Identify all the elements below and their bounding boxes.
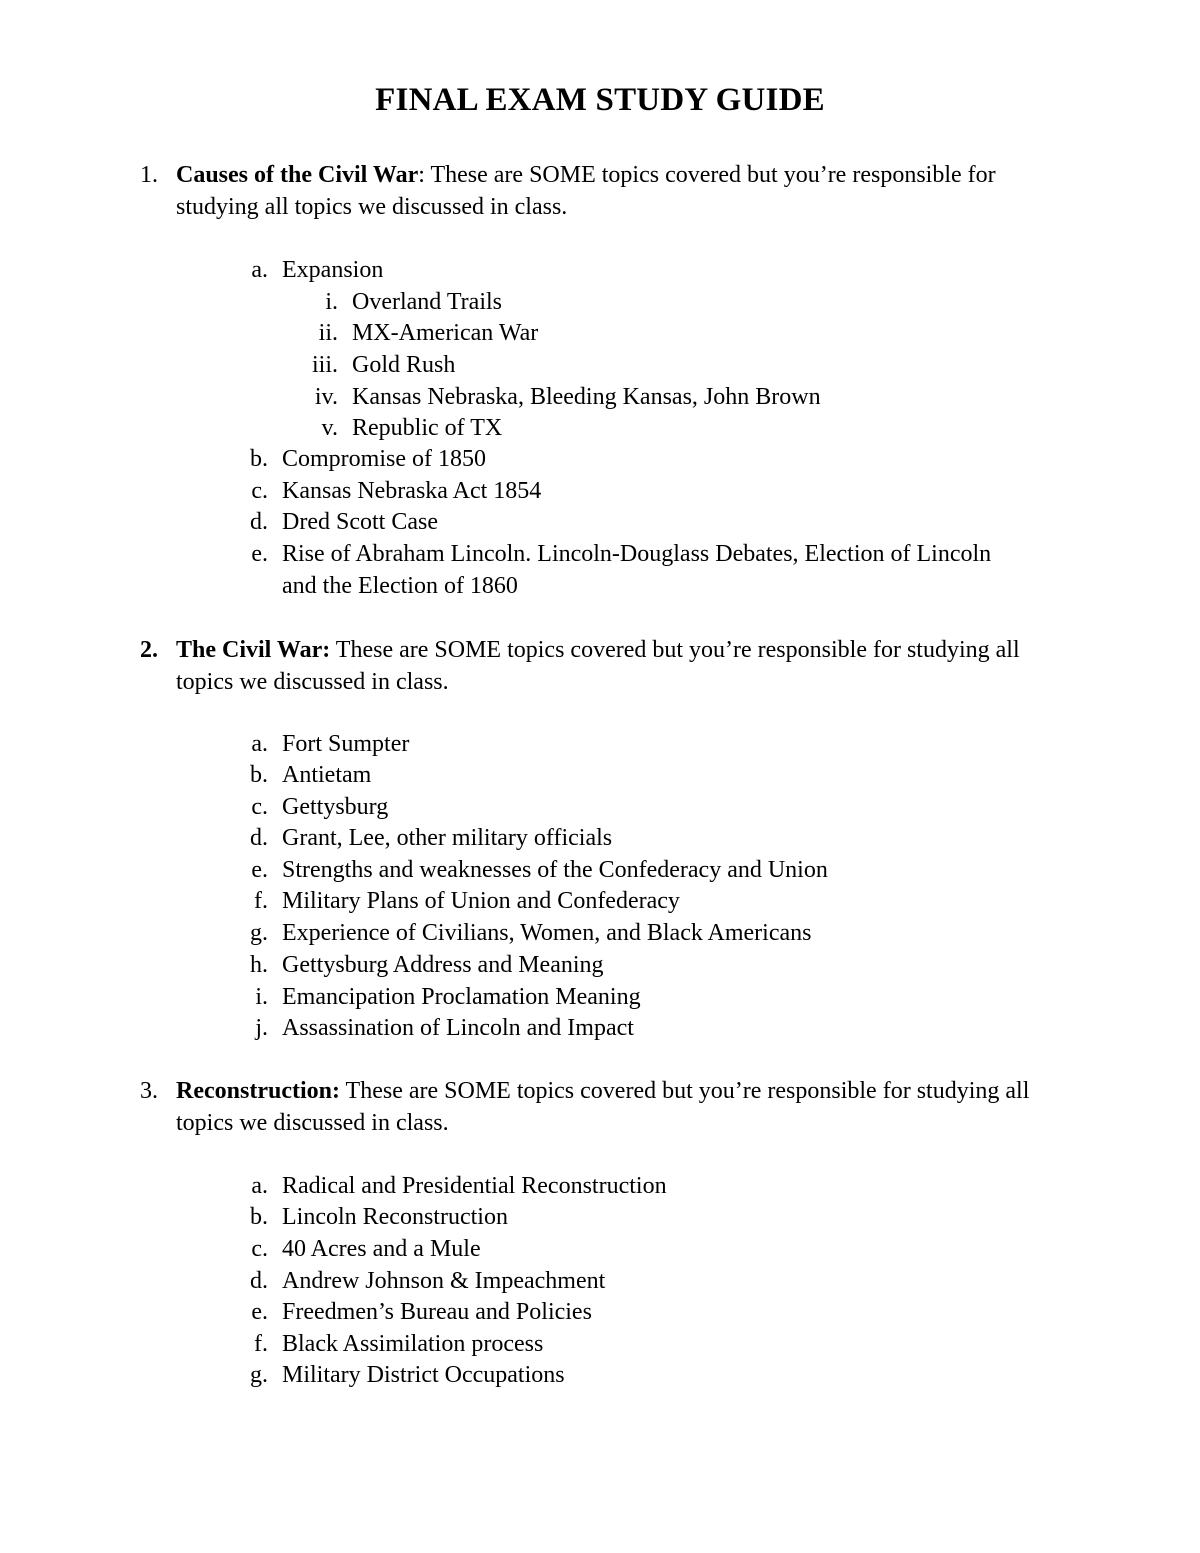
list-marker: g. <box>250 920 268 946</box>
list-item-text: Gettysburg Address and Meaning <box>282 952 604 978</box>
sub-list-marker: ii. <box>318 320 338 346</box>
list-item-text: Fort Sumpter <box>282 731 410 757</box>
list-item-text: Radical and Presidential Reconstruction <box>282 1173 667 1199</box>
section-heading: Reconstruction: <box>176 1078 340 1104</box>
list-item-text: Freedmen’s Bureau and Policies <box>282 1299 592 1325</box>
sub-list-item-text: MX-American War <box>352 320 539 346</box>
section-number: 3. <box>140 1078 158 1104</box>
sub-list-marker: iv. <box>314 384 338 410</box>
list-marker: c. <box>251 1236 268 1262</box>
list-marker: d. <box>250 825 268 851</box>
list-item-text: Black Assimilation process <box>282 1331 544 1357</box>
list-item-text: Antietam <box>282 762 372 788</box>
list-marker: f. <box>254 1331 268 1357</box>
list-item-text: Kansas Nebraska Act 1854 <box>282 478 542 504</box>
list-marker: b. <box>250 446 268 472</box>
list-marker: b. <box>250 1204 268 1230</box>
list-marker: a. <box>251 731 268 757</box>
sub-list-marker: iii. <box>311 352 338 378</box>
list-item-text: Assassination of Lincoln and Impact <box>282 1015 634 1041</box>
section-number: 1. <box>140 162 158 188</box>
sub-list-item-text: Overland Trails <box>352 289 502 315</box>
page-title: FINAL EXAM STUDY GUIDE <box>375 82 825 118</box>
list-marker: a. <box>251 1173 268 1199</box>
list-marker: c. <box>251 794 268 820</box>
list-item-text: Compromise of 1850 <box>282 446 486 472</box>
list-item-text: Experience of Civilians, Women, and Black Americans <box>282 920 812 946</box>
section-heading: The Civil War: <box>176 637 331 663</box>
section-heading-separator: : <box>418 162 425 188</box>
list-item-text: 40 Acres and a Mule <box>282 1236 481 1262</box>
list-item-text: Lincoln Reconstruction <box>282 1204 508 1230</box>
list-marker: d. <box>250 1268 268 1294</box>
section-intro-text: These are SOME topics covered but you’re responsible for studying all topics we discussed in class. <box>176 637 1020 695</box>
list-item-text: Andrew Johnson & Impeachment <box>282 1268 606 1294</box>
sub-list-item-text: Gold Rush <box>352 352 456 378</box>
sub-list-item-text: Kansas Nebraska, Bleeding Kansas, John Brown <box>352 384 821 410</box>
list-marker: a. <box>251 257 268 283</box>
list-item-text: Gettysburg <box>282 794 389 820</box>
list-marker: b. <box>250 762 268 788</box>
section-intro <box>176 634 1036 698</box>
list-marker: d. <box>250 509 268 535</box>
list-item-text: Military District Occupations <box>282 1362 565 1388</box>
list-marker: e. <box>251 1299 268 1325</box>
list-item-text: Expansion <box>282 257 384 283</box>
list-marker: h. <box>250 952 268 978</box>
section-intro <box>176 159 1036 223</box>
list-marker: g. <box>250 1362 268 1388</box>
list-item-text: Grant, Lee, other military officials <box>282 825 613 851</box>
list-item-text: Rise of Abraham Lincoln. Lincoln-Douglass Debates, Election of Lincoln and the Election of 1860 <box>282 541 992 599</box>
sub-list-marker: i. <box>325 289 338 315</box>
sub-list-item-text: Republic of TX <box>352 415 503 441</box>
list-marker: e. <box>251 541 268 567</box>
list-item-text: Emancipation Proclamation Meaning <box>282 984 641 1010</box>
list-item-text: Strengths and weaknesses of the Confederacy and Union <box>282 857 828 883</box>
list-marker: i. <box>255 984 268 1010</box>
list-marker: e. <box>251 857 268 883</box>
section-heading: Causes of the Civil War <box>176 162 419 188</box>
section-intro <box>176 1075 1036 1139</box>
list-marker: c. <box>251 478 268 504</box>
section-intro-text: These are SOME topics covered but you’re responsible for studying all topics we discussed in class. <box>176 162 996 220</box>
list-item-text: Military Plans of Union and Confederacy <box>282 888 680 914</box>
section-intro-text: These are SOME topics covered but you’re responsible for studying all topics we discussed in class. <box>176 1078 1030 1136</box>
list-item-text: Dred Scott Case <box>282 509 438 535</box>
list-marker: f. <box>254 888 268 914</box>
section-number: 2. <box>140 637 158 663</box>
sub-list-marker: v. <box>321 415 338 441</box>
list-marker: j. <box>255 1015 268 1041</box>
